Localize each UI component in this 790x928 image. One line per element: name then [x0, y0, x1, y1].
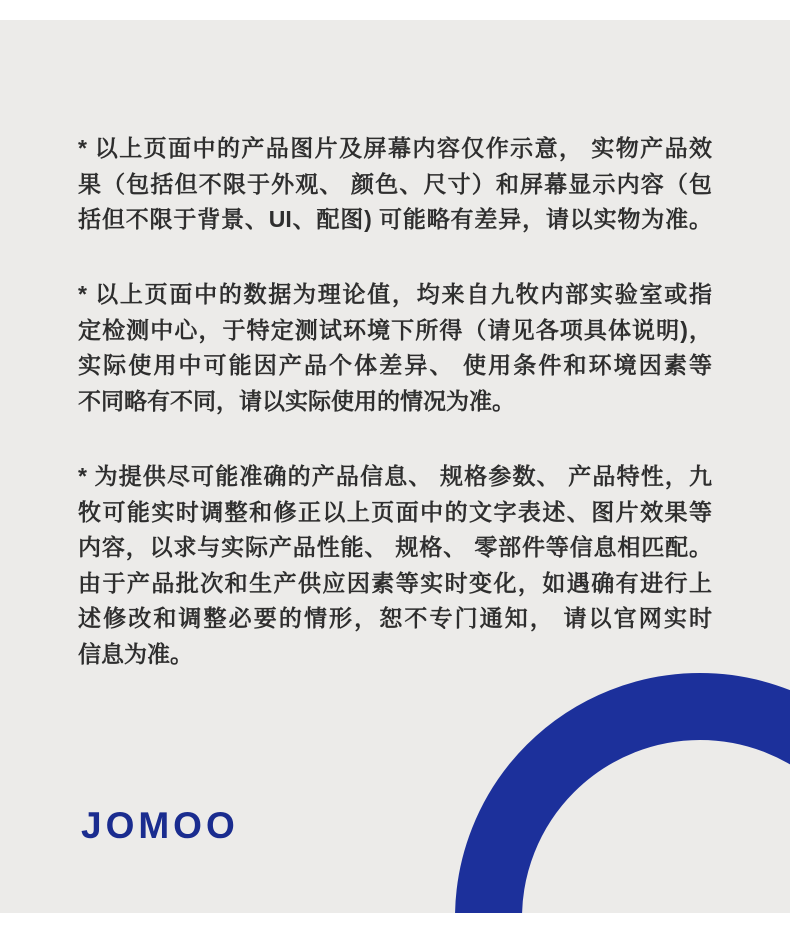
disclaimer-line: 述修改和调整必要的情形，恕不专门通知， 请以官网实时	[78, 605, 712, 631]
disclaimer-panel	[0, 20, 790, 913]
disclaimer-line: 不同略有不同，请以实际使用的情况为准。	[78, 387, 515, 414]
disclaimer-paragraph-1	[78, 131, 712, 238]
disclaimer-line: * 以上页面中的数据为理论值，均来自九牧内部实验室或指	[78, 281, 712, 307]
disclaimer-line: 内容，以求与实际产品性能、 规格、 零部件等信息相匹配。	[78, 534, 712, 560]
jomoo-logo: JOMOO	[81, 805, 239, 846]
disclaimer-line: 定检测中心，于特定测试环境下所得（请见各项具体说明)，	[78, 316, 712, 343]
disclaimer-line: 牧可能实时调整和修正以上页面中的文字表述、图片效果等	[78, 498, 712, 525]
disclaimer-line: * 为提供尽可能准确的产品信息、 规格参数、 产品特性，九	[78, 463, 712, 489]
disclaimer-paragraph-3	[78, 459, 712, 672]
disclaimer-line: 由于产品批次和生产供应因素等实时变化，如遇确有进行上	[78, 569, 712, 596]
brand-ring-graphic	[455, 673, 790, 913]
disclaimer-line: 括但不限于背景、UI、配图) 可能略有差异，请以实物为准。	[78, 206, 712, 232]
disclaimer-line: 果（包括但不限于外观、 颜色、尺寸）和屏幕显示内容（包	[78, 170, 712, 197]
disclaimer-line: 信息为准。	[78, 640, 193, 667]
disclaimer-line: * 以上页面中的产品图片及屏幕内容仅作示意， 实物产品效	[78, 135, 712, 161]
disclaimer-line: 实际使用中可能因产品个体差异、 使用条件和环境因素等	[78, 352, 712, 378]
disclaimer-paragraph-2	[78, 277, 712, 419]
